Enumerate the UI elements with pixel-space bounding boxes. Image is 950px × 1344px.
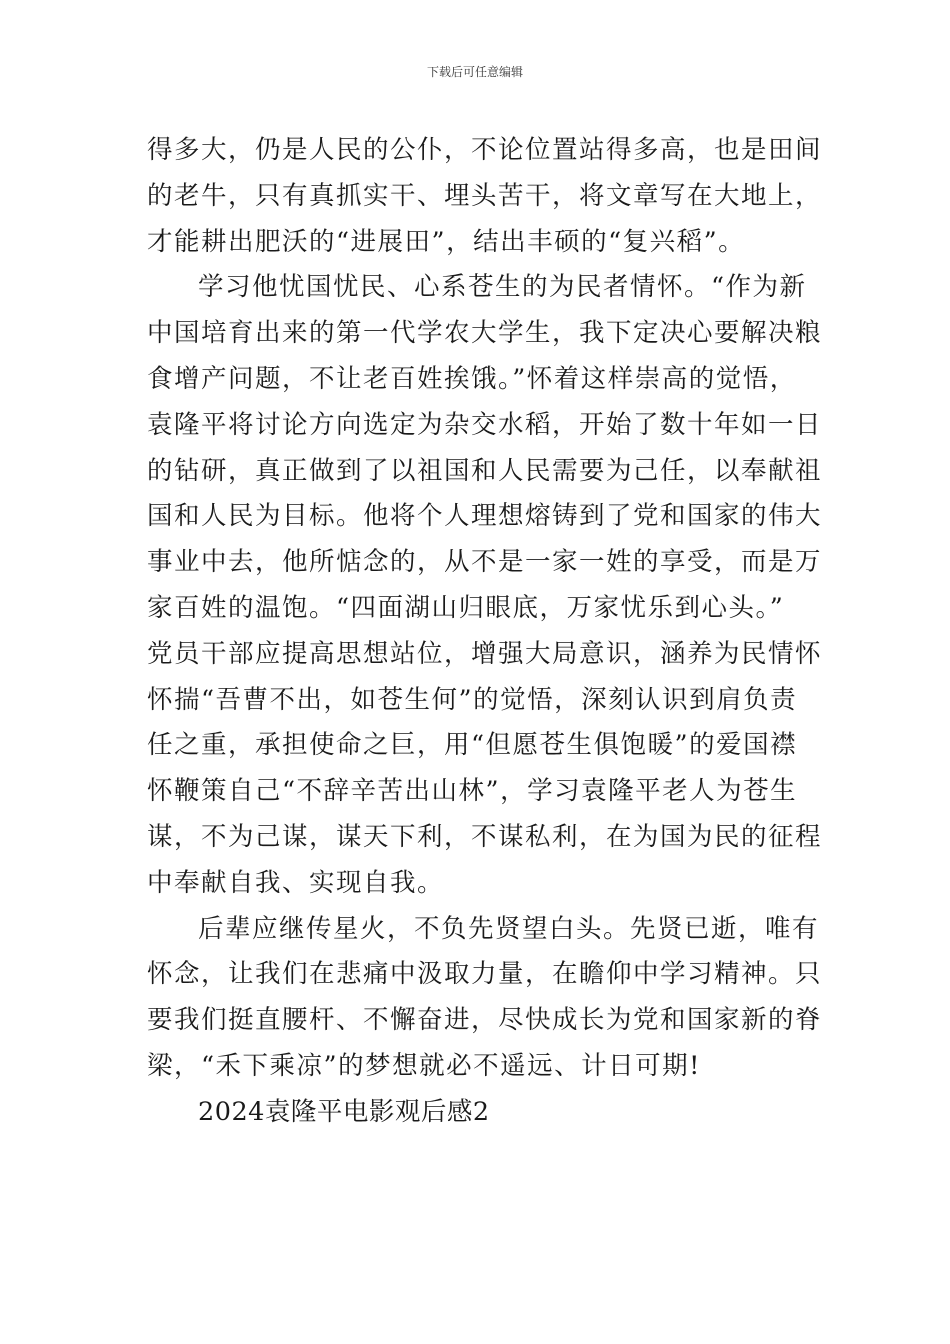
text-line: 的钻研，真正做到了以祖国和人民需要为己任，以奉献祖 — [147, 455, 823, 486]
text-line: 党员干部应提高思想站位，增强大局意识，涵养为民情怀 — [147, 638, 823, 669]
text-line: 谋，不为己谋，谋天下利，不谋私利，在为国为民的征程 — [147, 821, 823, 852]
paragraph-3 — [147, 907, 823, 1090]
paragraph-2 — [147, 265, 823, 906]
paragraph-1 — [147, 128, 823, 265]
text-line: 要我们挺直腰杆、不懈奋进，尽快成长为党和国家新的脊 — [147, 1005, 823, 1036]
section-title: 2024袁隆平电影观后感2 — [198, 1096, 490, 1127]
text-line: 得多大，仍是人民的公仆，不论位置站得多高，也是田间 — [147, 135, 823, 165]
text-line: 才能耕出肥沃的“进展田”，结出丰硕的“复兴稻”。 — [147, 226, 746, 257]
text-line: 怀揣“吾曹不出，如苍生何”的觉悟，深刻认识到肩负责 — [147, 684, 798, 715]
text-line: 学习他忧国忧民、心系苍生的为民者情怀。“作为新 — [198, 272, 807, 303]
text-line: 中奉献自我、实现自我。 — [147, 867, 445, 898]
text-line: 袁隆平将讨论方向选定为杂交水稻，开始了数十年如一日 — [147, 409, 823, 440]
text-line: 中国培育出来的第一代学农大学生，我下定决心要解决粮 — [147, 318, 823, 349]
text-line: 事业中去，他所惦念的，从不是一家一姓的享受，而是万 — [147, 547, 823, 578]
text-line: 任之重，承担使命之巨，用“但愿苍生俱饱暖”的爱国襟 — [147, 730, 798, 761]
document-body — [147, 128, 823, 1136]
text-line: 家百姓的温饱。“四面湖山归眼底，万家忧乐到心头。” — [147, 592, 785, 623]
text-line: 怀鞭策自己“不辞辛苦出山林”，学习袁隆平老人为苍生 — [147, 776, 798, 807]
text-line: 怀念，让我们在悲痛中汲取力量，在瞻仰中学习精神。只 — [147, 959, 823, 990]
page-header: 下载后可任意编辑 — [426, 65, 523, 79]
text-line: 梁，“禾下乘凉”的梦想就必不遥远、计日可期! — [147, 1050, 701, 1081]
text-line: 后辈应继传星火，不负先贤望白头。先贤已逝，唯有 — [198, 913, 820, 944]
text-line: 的老牛，只有真抓实干、埋头苦干，将文章写在大地上， — [147, 180, 823, 211]
text-line: 国和人民为目标。他将个人理想熔铸到了党和国家的伟大 — [147, 501, 823, 532]
text-line: 食增产问题，不让老百姓挨饿。”怀着这样崇高的觉悟， — [147, 363, 797, 394]
